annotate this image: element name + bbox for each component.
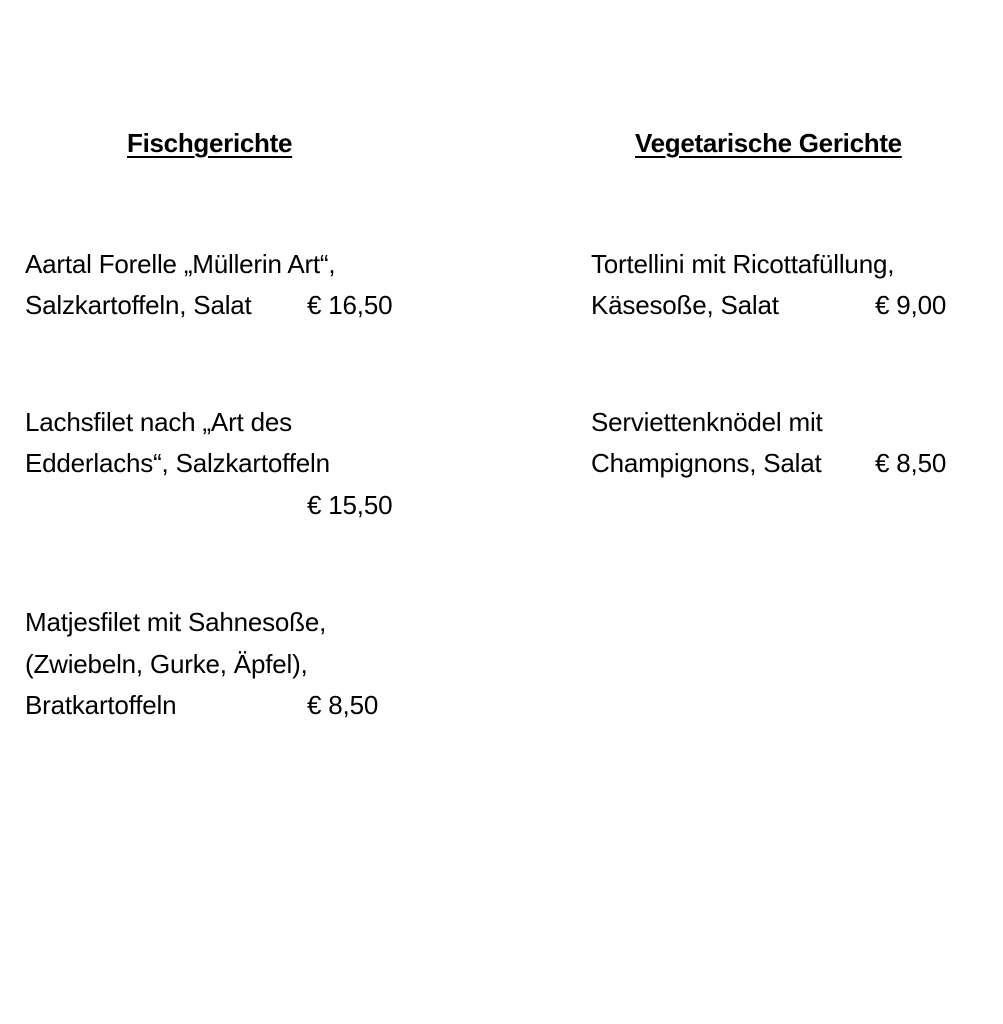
dish-description-line: Tortellini mit Ricottafüllung, — [591, 249, 895, 279]
dish-description-line: Serviettenknödel mit — [591, 407, 823, 437]
dish-price: € 9,00 — [875, 290, 947, 320]
dish-description-line: Käsesoße, Salat — [591, 290, 779, 320]
dish-description-line: Champignons, Salat — [591, 448, 822, 478]
dish-price: € 16,50 — [307, 290, 393, 320]
fish-section-heading: Fischgerichte — [127, 128, 293, 158]
dish-description-line: Aartal Forelle „Müllerin Art“, — [25, 249, 336, 279]
dish-description-line: Bratkartoffeln — [25, 690, 177, 720]
dish-description-line: Matjesfilet mit Sahnesoße, — [25, 607, 327, 637]
dish-description-line: (Zwiebeln, Gurke, Äpfel), — [25, 649, 308, 679]
dish-price: € 15,50 — [307, 490, 393, 520]
dish-description-line: Salzkartoffeln, Salat — [25, 290, 252, 320]
dish-price: € 8,50 — [307, 690, 379, 720]
dish-description-line: Lachsfilet nach „Art des — [25, 407, 292, 437]
dish-description-line: Edderlachs“, Salzkartoffeln — [25, 448, 330, 478]
vegetarian-section-heading: Vegetarische Gerichte — [635, 128, 902, 158]
dish-price: € 8,50 — [875, 448, 947, 478]
